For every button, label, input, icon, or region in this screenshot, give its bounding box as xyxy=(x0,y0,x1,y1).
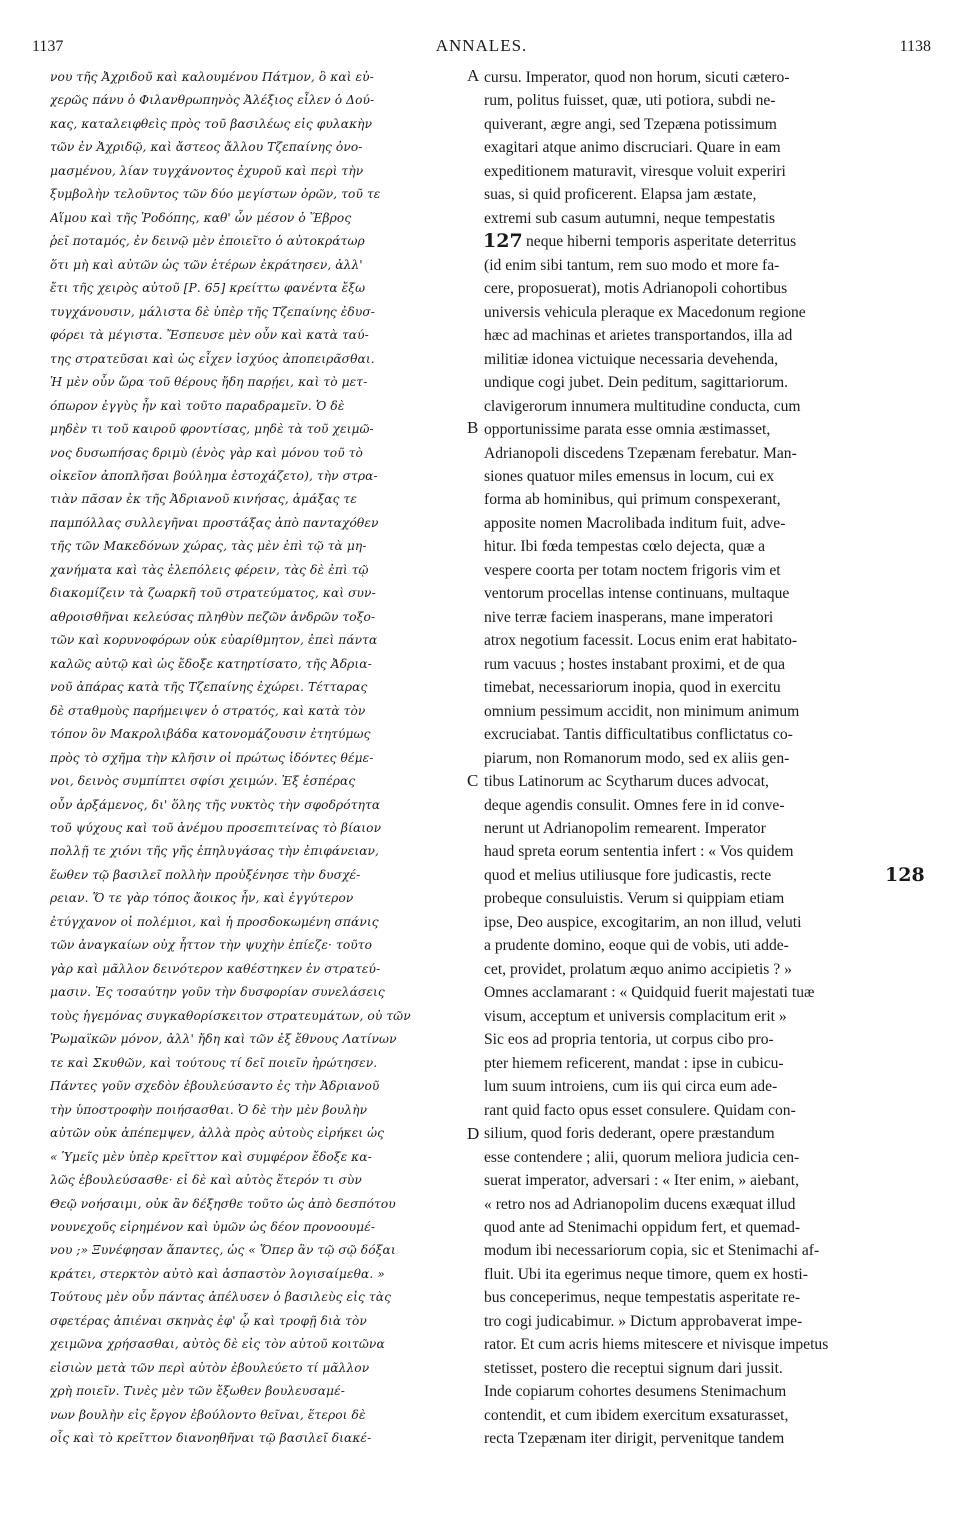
greek-text-line: τιὰν πᾶσαν ἐκ τῆς Ἀδριανοῦ κινήσας, ἁμάξας τε xyxy=(50,492,358,507)
greek-text-line: παμπόλλας συλλεγῆναι προστάξας ἀπὸ πανταχόθεν xyxy=(50,515,379,530)
greek-text-line: Τούτους μὲν οὖν πάντας ἀπέλυσεν ὁ βασιλεὺς εἰς τὰς xyxy=(50,1290,391,1305)
latin-text-line: a prudente domino, eoque qui de vobis, uti adde- xyxy=(484,937,789,955)
greek-text-line: ἕωθεν τῷ βασιλεῖ πολλὴν προὐξένησε τὴν δυσχέ- xyxy=(50,867,361,882)
greek-text-line: τῶν καὶ κορυνοφόρων οὐκ εὐαρίθμητον, ἐπεὶ πάντα xyxy=(50,633,378,648)
latin-text-line: Omnes acclamarant : « Quidquid fuerit majestati tuæ xyxy=(484,984,815,1002)
latin-text-line: contendit, et cum ibidem exercitum exsaturasset, xyxy=(484,1406,789,1424)
latin-text-line: rator. Et cum acris hiems mitescere et nivisque impetus xyxy=(484,1336,829,1354)
greek-text-line: τῶν ἐν Ἀχριδῷ, καὶ ἄστεος ἄλλου Τζεπαίνης ὀνο- xyxy=(50,140,363,155)
greek-text-line: δὲ σταθμοὺς παρήμειψεν ὁ στρατός, καὶ κατὰ τὸν xyxy=(50,703,366,718)
greek-text-line: τῆς τῶν Μακεδόνων χώρας, τὰς μὲν ἐπὶ τῷ τὰ μη- xyxy=(50,539,367,554)
greek-text-line: πολλῇ τε χιόνι τῆς γῆς ἐπηλυγάσας τὴν ἐπιφάνειαν, xyxy=(50,844,380,859)
chapter-number-127: 127 xyxy=(483,230,523,252)
greek-text-line: νου τῆς Ἀχριδοῦ καὶ καλουμένου Πάτμον, ὃ καὶ εὐ- xyxy=(50,70,374,84)
latin-text-line: vespere coorta per totam noctem frigoris vim et xyxy=(484,561,781,579)
greek-text-line: τὴν ὑποστροφὴν ποιήσασθαι. Ὁ δὲ τὴν μὲν βουλὴν xyxy=(50,1102,368,1117)
latin-text-line: deque agendis consulit. Omnes fere in id conve- xyxy=(484,796,785,814)
latin-text-line: rant quid facto opus esset consulere. Quidam con- xyxy=(484,1101,796,1119)
left-page-number: 1137 xyxy=(32,38,64,55)
latin-text-line: quod et melius utiliusque fore judicastis, recte xyxy=(484,866,772,884)
greek-text-line: ῥεῖ ποταμός, ἐν δεινῷ μὲν ἐποιεῖτο ὁ αὐτοκράτωρ xyxy=(50,234,365,249)
greek-text-line: νος δυσωπήσας δριμὺ (ἑνὸς γὰρ καὶ μόνου τοῦ τὸ xyxy=(50,445,363,460)
latin-text-line: lum suum introiens, cum iis qui circa eum ade- xyxy=(484,1078,778,1096)
margin-letter-d: D xyxy=(467,1124,480,1143)
greek-text-line: οὖν ἀρξάμενος, δι' ὅλης τῆς νυκτὸς τὴν σφοδρότητα xyxy=(50,797,381,812)
latin-text-line: cere, proposuerat), motis Adrianopoli cohortibus xyxy=(484,280,788,298)
margin-letter-c: C xyxy=(467,771,479,790)
greek-text-line: όπωρον ἐγγὺς ἦν καὶ τοῦτο παραδραμεῖν. Ὁ δὲ xyxy=(50,398,345,413)
greek-text-line: ἐτύγχανον οἱ πολέμιοι, καὶ ἡ προσδοκωμένη σπάνις xyxy=(50,914,379,929)
greek-text-line: αθροισθῆναι κελεύσας πληθὺν πεζῶν ἀνδρῶν τοξο- xyxy=(50,609,376,624)
latin-text-line: exagitari atque animo discruciari. Quare in eam xyxy=(484,139,781,157)
latin-text-line: bus conceperimus, neque tempestatis asperitate re- xyxy=(484,1289,801,1307)
latin-text-line: Adrianopoli discedens Tzepænam ferebatur. Man- xyxy=(484,444,797,462)
latin-text-line: hæc ad machinas et arietes transportandos, illa ad xyxy=(484,327,793,345)
greek-text-line: μασιν. Ἐς τοσαύτην γοῦν τὴν δυσφορίαν συνελάσεις xyxy=(50,985,385,1000)
latin-text-line: tibus Latinorum ac Scytharum duces advocat, xyxy=(484,773,769,791)
latin-text-line: silium, quod foris dederant, opere præstandum xyxy=(484,1125,775,1143)
latin-text-line: rum, politus fuisset, quæ, uti potiora, subdi ne- xyxy=(484,92,776,110)
greek-text-line: μηδὲν τι τοῦ καιροῦ φροντίσας, μηδὲ τὰ τοῦ χειμῶ- xyxy=(50,422,374,437)
latin-text-line: undique cogi jubet. Dein peditum, sagittariorum. xyxy=(484,374,789,392)
margin-letter-b: B xyxy=(467,418,479,437)
greek-text-line: τόπον ὃν Μακρολιβάδα κατονομάζουσιν ἐτητύμως xyxy=(50,727,371,742)
running-header xyxy=(32,30,931,60)
greek-text-line: Ῥωμαϊκῶν μόνον, ἀλλ' ἤδη καὶ τῶν ἐξ ἔθνους Λατίνων xyxy=(50,1032,397,1047)
latin-text-line: fluit. Ubi ita egerimus neque timore, quem ex hosti- xyxy=(484,1265,808,1283)
greek-text-line: κράτει, στερκτὸν αὐτὸ καὶ ἀσπαστὸν λογισαίμεθα. » xyxy=(50,1266,385,1281)
greek-text-line: ἔτι τῆς χειρὸς αὐτοῦ [Ρ. 65] κρείττω φανέντα ἔξω xyxy=(50,281,366,296)
greek-text-line: νοι, δεινὸς συμπίπτει σφίσι χειμών. Ἐξ ἑσπέρας xyxy=(50,774,356,789)
latin-text-line: « retro nos ad Adrianopolim ducens exæquat illud xyxy=(484,1195,796,1213)
greek-text-line: χειμῶνα χρήσασθαι, αὐτὸς δὲ εἰς τὸν αὐτοῦ κοιτῶνα xyxy=(50,1337,385,1352)
latin-text-line: clavigerorum innumera multitudine conducta, cum xyxy=(484,397,801,415)
greek-text-line: τῶν ἀναγκαίων οὐχ ἧττον τὴν ψυχὴν ἐπίεζε· τοῦτο xyxy=(50,938,373,953)
greek-text-line: διακομίζειν τὰ ζωαρκῆ τοῦ στρατεύματος, καὶ συν- xyxy=(50,586,376,601)
greek-text-column xyxy=(50,66,458,1451)
latin-text-line: Inde copiarum cohortes desumens Stenimachum xyxy=(484,1383,787,1401)
latin-text-line: pter hiemem reficerent, mandat : ipse in cubicu- xyxy=(484,1054,784,1072)
running-title: ANNALES. xyxy=(435,36,528,55)
latin-text-line: quiverant, ægre angi, sed Tzepæna potissimum xyxy=(484,115,777,133)
greek-text-line: νου ;» Ξυνέφησαν ἅπαντες, ὡς « Ὅπερ ἂν τῷ σῷ δόξαι xyxy=(50,1243,396,1258)
latin-text-line: recta Tzepænam iter dirigit, pervenitque tandem xyxy=(484,1430,785,1448)
latin-text-line: nerunt ut Adrianopolim remearent. Imperator xyxy=(484,820,766,837)
greek-text-line: κας, καταλειφθεὶς πρὸς τοῦ βασιλέως εἰς φυλακὴν xyxy=(50,116,373,131)
latin-text-line: visum, acceptum et universis complacitum erit » xyxy=(484,1007,787,1025)
latin-text-line: omnium pessimum accidit, non minimum animum xyxy=(484,702,800,720)
latin-text-line: extremi sub casum autumni, neque tempestatis xyxy=(484,209,776,227)
latin-text-line: probeque consuluistis. Verum si quippiam etiam xyxy=(484,890,785,908)
latin-text-line: tro cogi judicabimur. » Dictum approbaverat impe- xyxy=(484,1312,803,1330)
margin-letter-a: A xyxy=(467,66,480,85)
greek-text-line: αὐτῶν οὐκ ἀπέπεμψεν, ἀλλὰ πρὸς αὐτοὺς εἰρήκει ὡς xyxy=(50,1126,385,1141)
latin-text-column xyxy=(484,66,931,1451)
greek-text-line: ξυμβολὴν τελοῦντος τῶν δύο μεγίστων ὀρῶν, τοῦ τε xyxy=(50,187,381,202)
latin-text-line: universis vehicula pleraque ex Macedonum regione xyxy=(484,303,806,321)
greek-text-line: τε καὶ Σκυθῶν, καὶ τούτους τί δεῖ ποιεῖν ἠρώτησεν. xyxy=(50,1055,378,1070)
latin-text-line: nive terræ faciem inasperans, mane imperatori xyxy=(484,608,774,626)
right-page-number: 1138 xyxy=(899,38,931,55)
greek-text-line: ρειαν. Ὅ τε γὰρ τόπος ἄοικος ἦν, καὶ ἐγγύτερον xyxy=(50,891,354,906)
latin-text-line: Sic eos ad propria tentoria, ut corpus cibo pro- xyxy=(484,1031,774,1049)
chapter-number-128: 128 xyxy=(885,864,925,886)
greek-text-line: σφετέρας ἀπιέναι σκηνὰς ἐφ' ᾧ καὶ τροφῇ διὰ τὸν xyxy=(50,1313,367,1328)
greek-text-line: τυγχάνουσιν, μάλιστα δὲ ὑπὲρ τῆς Τζεπαίνης ἐδυσ- xyxy=(50,304,376,319)
greek-text-line: Πάντες γοῦν σχεδὸν ἐβουλεύσαντο ἐς τὴν Ἀδριανοῦ xyxy=(50,1079,380,1094)
latin-text-line: cet, providet, prolatum æquo animo accipietis ? » xyxy=(484,960,792,978)
latin-text-line: haud spreta eorum sententia infert : « Vos quidem xyxy=(484,843,794,861)
latin-text-line: (id enim sibi tantum, rem suo modo et more fa- xyxy=(484,256,780,274)
greek-text-line: οἷς καὶ τὸ κρεῖττον διανοηθῆναι τῷ βασιλεῖ διακέ- xyxy=(50,1431,372,1446)
latin-text-line: esse contendere ; alii, quorum meliora judicia cen- xyxy=(484,1148,800,1166)
greek-text-line: λῶς ἐβουλεύσασθε· εἰ δὲ καὶ αὐτὸς ἕτερόν τι σὺν xyxy=(50,1173,362,1188)
latin-text-line: suerat imperator, adversari : « Iter enim, » aiebant, xyxy=(484,1172,800,1190)
latin-text-line: siones quatuor miles emensus in locum, cui ex xyxy=(484,467,775,485)
latin-text-line: forma ab hominibus, qui primum conspexerant, xyxy=(484,491,781,509)
latin-text-line: hitur. Ibi fœda tempestas cœlo dejecta, quæ a xyxy=(484,538,766,556)
latin-text-line: ventorum procellas intense continuans, multaque xyxy=(484,585,790,603)
greek-text-line: χανήματα καὶ τὰς ἑλεπόλεις φέρειν, τὰς δὲ ἐπὶ τῷ xyxy=(50,562,369,577)
greek-text-line: ὅτι μὴ καὶ αὐτῶν ὡς τῶν ἑτέρων ἐκράτησεν, ἀλλ' xyxy=(50,257,363,272)
latin-text-line: opportunissime parata esse omnia æstimasset, xyxy=(484,421,771,439)
latin-text-line: stetisset, postero die receptui signum dari jussit. xyxy=(484,1359,783,1377)
greek-text-line: καλῶς αὐτῷ καὶ ὡς ἔδοξε κατηρτίσατο, τῆς Ἀδρια- xyxy=(50,656,372,671)
greek-text-line: φόρει τὰ μέγιστα. Ἔσπευσε μὲν οὖν καὶ κατὰ ταύ- xyxy=(50,328,369,343)
greek-text-line: της στρατεῦσαι καὶ ὡς εἶχεν ἰσχύος ἀποπειρᾶσθαι. xyxy=(50,351,375,366)
greek-text-line: εἰσιὼν μετὰ τῶν περὶ αὐτὸν ἐβουλεύετο τί μᾶλλον xyxy=(50,1360,370,1375)
latin-text-line: quod ante ad Stenimachi oppidum fert, et quemad- xyxy=(484,1218,801,1236)
latin-text-line: suas, si quid proficerent. Elapsa jam æstate, xyxy=(484,186,757,204)
greek-text-line: χερῶς πάνυ ὁ Φιλανθρωπηνὸς Ἀλέξιος εἶλεν ὁ Δού- xyxy=(50,93,375,108)
latin-text-line: apposite nomen Macrolibada inditum fuit, adve- xyxy=(484,514,786,532)
latin-text-line: ipse, Deo auspice, excogitarim, an non illud, veluti xyxy=(484,913,802,931)
greek-text-line: μασμένου, λίαν τυγχάνοντος ἐχυροῦ καὶ περὶ τὴν xyxy=(50,163,364,178)
latin-text-line: expeditionem maturavit, viresque voluit experiri xyxy=(484,162,786,180)
greek-text-line: πρὸς τὸ σχῆμα τὴν κλῆσιν οἱ πρώτως ἰδόντες θέμε- xyxy=(50,750,374,765)
greek-text-line: οἰκεῖον ἀποπλῆσαι βούλημα ἐστοχάζετο), τὴν στρα- xyxy=(50,468,378,483)
latin-text-line: militiæ idonea victuique necessaria devehenda, xyxy=(484,350,779,368)
latin-text-line: cursu. Imperator, quod non horum, sicuti cætero- xyxy=(484,69,790,86)
greek-text-line: « Ὑμεῖς μὲν ὑπὲρ κρεῖττον καὶ συμφέρον ἔδοξε κα- xyxy=(50,1149,372,1164)
greek-text-line: Θεῷ νοήσαιμι, οὐκ ἂν δέξησθε τοῦτο ὡς ἀπὸ δεσπότου xyxy=(50,1196,396,1211)
latin-text-line: timebat, necessariorum inopia, quod in exercitu xyxy=(484,679,781,697)
greek-text-line: τοῦ ψύχους καὶ τοῦ ἀνέμου προσεπιτείνας τὸ βίαιον xyxy=(50,821,382,835)
latin-text-line: neque hiberni temporis asperitate deterritus xyxy=(526,233,797,251)
greek-text-line: νουνεχοῦς εἰρημένον καὶ ὑμῶν ὡς δέον προνοουμέ- xyxy=(50,1219,376,1234)
greek-text-line: Αἵμου καὶ τῆς Ῥοδόπης, καθ' ὧν μέσον ὁ Ἕβρος xyxy=(50,210,352,225)
latin-text-line: piarum, non Romanorum modo, sed ex aliis gen- xyxy=(484,749,790,767)
latin-text-line: atrox negotium facessit. Locus enim erat habitato- xyxy=(484,632,798,650)
latin-text-line: excruciabat. Tantis difficultatibus conflictatus co- xyxy=(484,726,793,744)
greek-text-line: Ἡ μὲν οὖν ὥρα τοῦ θέρους ἤδη παρῄει, καὶ τὸ μετ- xyxy=(50,375,368,390)
latin-text-line: rum vacuus ; hostes instabant proximi, et de qua xyxy=(484,655,785,673)
greek-text-line: τοὺς ἡγεμόνας συγκαθορίσκειτον στρατευμάτων, οὐ τῶν xyxy=(50,1008,411,1023)
greek-text-line: γὰρ καὶ μᾶλλον δεινότερον καθέστηκεν ἐν στρατεύ- xyxy=(50,961,381,976)
latin-text-line: modum ibi necessariorum copia, sic et Stenimachi af- xyxy=(484,1242,820,1260)
greek-text-line: νων βουλὴν εἰς ἔργον ἐβούλοντο θεῖναι, ἕτεροι δὲ xyxy=(50,1407,366,1422)
greek-text-line: χρὴ ποιεῖν. Τινὲς μὲν τῶν ἔξωθεν βουλευσαμέ- xyxy=(50,1384,345,1399)
greek-text-line: νοῦ ἀπάρας κατὰ τῆς Τζεπαίνης ἐχώρει. Τέτταρας xyxy=(50,680,368,695)
